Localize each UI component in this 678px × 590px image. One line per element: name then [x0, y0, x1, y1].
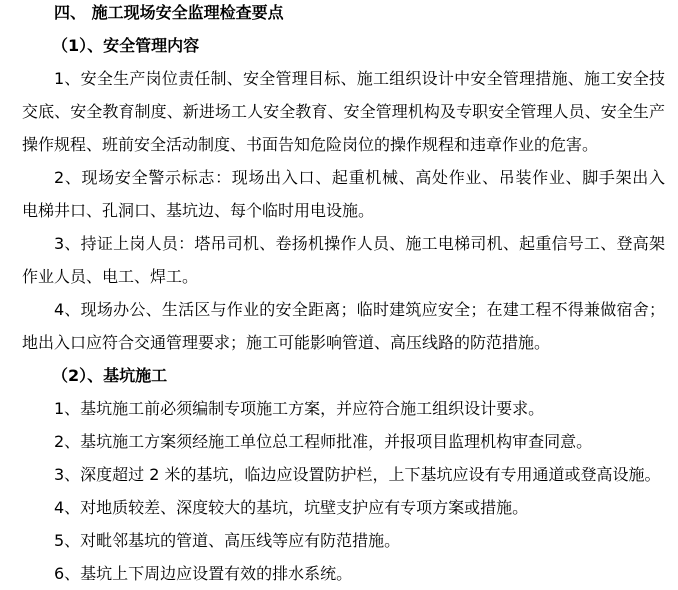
paragraph-line: 1、安全生产岗位责任制、安全管理目标、施工组织设计中安全管理措施、施工安全技 — [54, 69, 665, 88]
list-item: 2、基坑施工方案须经施工单位总工程师批准，并报项目监理机构审查同意。 — [54, 432, 593, 451]
paragraph-line: 2、现场安全警示标志：现场出入口、起重机械、高处作业、吊装作业、脚手架出入 — [54, 168, 665, 187]
paragraph-3 — [22, 227, 665, 293]
paragraph-2 — [22, 161, 665, 227]
section-heading: 四、 施工现场安全监理检查要点 — [54, 3, 284, 22]
paragraph-1 — [22, 62, 665, 161]
paragraph-line: 作业人员、电工、焊工。 — [22, 267, 199, 286]
list-item: 4、对地质较差、深度较大的基坑，坑壁支护应有专项方案或措施。 — [54, 498, 529, 517]
subsection-title-foundation-pit: （2）、基坑施工 — [52, 366, 168, 385]
paragraph-line: 地出入口应符合交通管理要求；施工可能影响管道、高压线路的防范措施。 — [22, 333, 551, 352]
list-item: 1、基坑施工前必须编制专项施工方案，并应符合施工组织设计要求。 — [54, 399, 545, 418]
paragraph-4 — [22, 293, 665, 359]
paragraph-line: 电梯井口、孔洞口、基坑边、每个临时用电设施。 — [22, 201, 375, 220]
paragraph-line: 4、现场办公、生活区与作业的安全距离；临时建筑应安全；在建工程不得兼做宿舍； — [54, 300, 665, 319]
subsection-title-safety-management: （1）、安全管理内容 — [52, 36, 200, 55]
list-item: 3、深度超过 2 米的基坑，临边应设置防护栏，上下基坑应设有专用通道或登高设施。 — [54, 465, 661, 484]
foundation-pit-list — [22, 392, 665, 590]
list-item: 5、对毗邻基坑的管道、高压线等应有防范措施。 — [54, 531, 401, 550]
paragraph-line: 3、持证上岗人员：塔吊司机、卷扬机操作人员、施工电梯司机、起重信号工、登高架 — [54, 234, 665, 253]
paragraph-line: 操作规程、班前安全活动制度、书面告知危险岗位的操作规程和违章作业的危害。 — [22, 135, 599, 154]
paragraph-line: 交底、安全教育制度、新进场工人安全教育、安全管理机构及专职安全管理人员、安全生产 — [22, 102, 665, 121]
document-page — [22, 0, 665, 590]
list-item: 6、基坑上下周边应设置有效的排水系统。 — [54, 564, 353, 583]
